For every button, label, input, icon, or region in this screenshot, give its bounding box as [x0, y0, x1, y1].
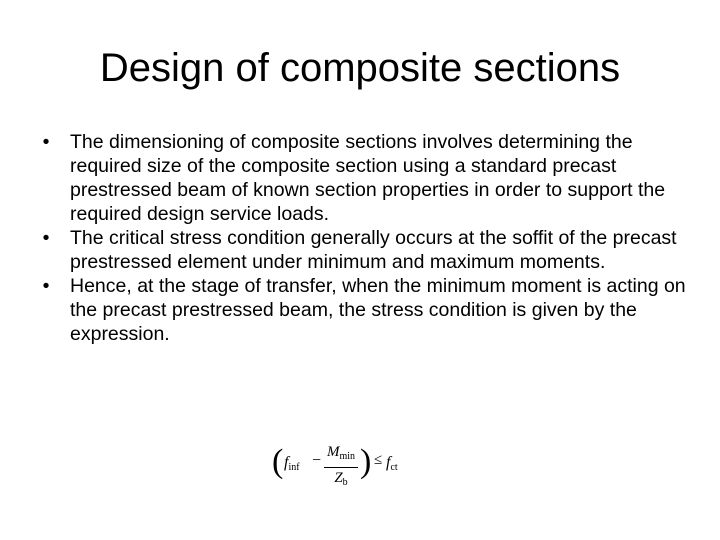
- formula-rhs-symbol: f: [386, 454, 391, 471]
- formula-minus: −: [312, 452, 322, 469]
- formula-denominator: [324, 469, 358, 492]
- slide-title: Design of composite sections: [99, 46, 621, 90]
- formula-numerator: [324, 443, 358, 466]
- formula-z-symbol: Z: [334, 470, 343, 486]
- formula-f-symbol: f: [284, 454, 289, 471]
- bullet-dot: •: [42, 131, 50, 153]
- formula-rhs-sub: ct: [390, 462, 398, 473]
- formula-relation: ≤: [374, 452, 383, 468]
- bullet-dot: •: [42, 227, 50, 249]
- formula-m-symbol: M: [326, 444, 340, 460]
- bullet-item: [36, 274, 696, 346]
- bullet-text: Hence, at the stage of transfer, when the minimum moment is acting on the precast prestressed beam, the stress condition is given by the expression.: [70, 275, 686, 345]
- bullet-item: [36, 226, 696, 274]
- formula-open-paren: (: [272, 443, 284, 480]
- bullet-dot: •: [42, 275, 50, 297]
- formula-fraction: [324, 443, 358, 492]
- formula-f-sub: inf: [288, 462, 300, 473]
- stress-formula: [272, 440, 402, 486]
- bullet-text: The critical stress condition generally occurs at the soffit of the precast prestressed element under minimum and maximum moments.: [70, 227, 677, 273]
- formula-f-ct: [386, 454, 398, 473]
- bullet-text: The dimensioning of composite sections involves determining the required size of the composite section using a standard precast prestressed beam of known section properties in order to support the required design service loads.: [70, 131, 666, 225]
- formula-close-paren: ): [360, 443, 372, 480]
- formula-m-sub: min: [339, 451, 356, 462]
- formula-z-sub: b: [342, 477, 348, 488]
- bullet-item: [36, 130, 696, 226]
- formula-fraction-bar: [324, 467, 358, 468]
- bullet-list: [36, 130, 696, 346]
- formula-f-inf: [284, 454, 300, 473]
